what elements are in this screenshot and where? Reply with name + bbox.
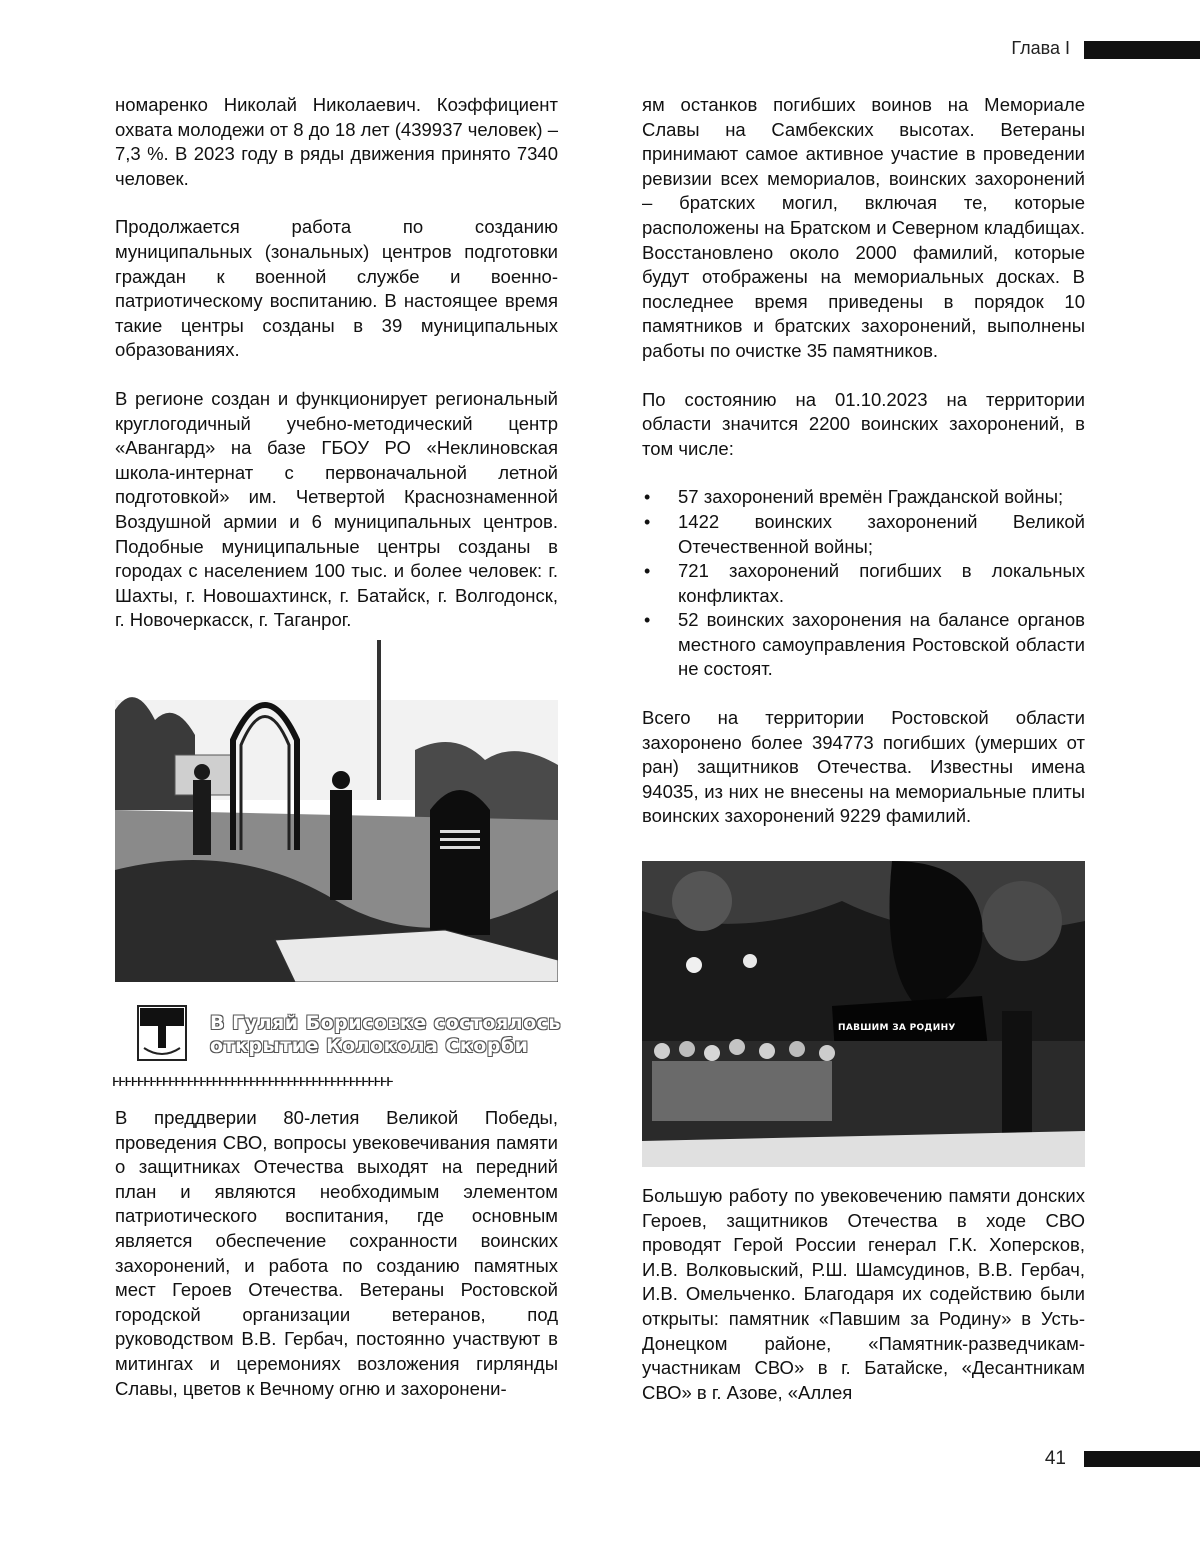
footer-bar [1084, 1451, 1200, 1467]
right-paragraph-2: По состоянию на 01.10.2023 на территории области значится 2200 воинских захоронений, в том числе: [642, 388, 1085, 459]
left-paragraph-2: Продолжается работа по созданию муниципальных (зональных) центров подготовки граждан к военной службе и военно-патриотическому воспитанию. В настоящее время такие центры созданы в 39 муниципальных образованиях. [115, 216, 558, 361]
memorial-photo-left-graphic [115, 640, 558, 982]
list-item [642, 559, 1085, 608]
bullet-icon: • [644, 511, 651, 532]
left-column-bottom [115, 1106, 558, 1401]
list-item-text: 52 воинских захоронения на балансе органов местного самоуправления Ростовской области не состоят. [678, 609, 1085, 680]
right-column-bottom [642, 1184, 1085, 1405]
list-item [642, 608, 1085, 682]
left-paragraph-1: номаренко Николай Николаевич. Коэффициент охвата молодежи от 8 до 18 лет (439937 человек) – 7,3 %. В 2023 году в ряды движения принято 7340 человек. [115, 94, 558, 189]
list-item [642, 510, 1085, 559]
memorial-photo-left [115, 640, 558, 982]
bullet-icon: • [644, 487, 651, 508]
burials-list [642, 485, 1085, 682]
monument-photo-right [642, 861, 1085, 1167]
header-bar [1084, 41, 1200, 59]
chapter-label: Глава I [1011, 38, 1070, 58]
right-column-top [642, 93, 1085, 829]
monument-photo-right-graphic [642, 861, 1085, 1167]
list-item-text: 1422 воинских захоронений Великой Отечественной войны; [678, 510, 1085, 557]
list-item-text: 57 захоронений времён Гражданской войны; [678, 486, 1064, 508]
news-banner [136, 1004, 561, 1064]
list-item-text: 721 захоронений погибших в локальных конфликтах. [678, 560, 1085, 606]
banner-title-line-2: открытие Колокола Скорби [210, 1035, 529, 1057]
left-column-top [115, 93, 558, 633]
list-item [642, 485, 1085, 510]
ornament-divider: ⱶⱶⱶⱶⱶⱶⱶⱶⱶⱶⱶⱶⱶⱶⱶⱶⱶⱶⱶⱶⱶⱶⱶⱶⱶⱶⱶⱶⱶⱶⱶⱶⱶⱶⱶⱶⱶⱶⱶⱶⱶⱶⱶⱶⱶ [112, 1071, 393, 1090]
bullet-icon: • [644, 610, 651, 631]
banner-title [210, 1012, 570, 1058]
right-paragraph-4: Большую работу по увековечению памяти донских Героев, защитников Отечества в ходе СВО проводят Герой России генерал Г.К. Хоперсков, И.В. Волковыский, Р.Ш. Шамсудинов, В.В. Гербач, И.В. Омельченко. Благодаря их содействию были открыты: памятник «Павшим за Родину» в Усть-Донецком районе, «Памятник-разведчикам-участникам СВО» в г. Батайске, «Десантникам СВО» в г. Азове, «Аллея [642, 1185, 1085, 1403]
right-paragraph-1: ям останков погибших воинов на Мемориале Славы на Самбекских высотах. Ветераны принимают самое активное участие в проведении ревизии всех мемориалов, воинских захоронений – братских могил, включая те, которые расположены на Братском и Северном кладбищах. Восстановлено около 2000 фамилий, которые будут отображены на мемориальных досках. В последнее время приведены в порядок 10 памятников и братских захоронений, выполнены работы по очистке 35 памятников. [642, 94, 1085, 361]
left-paragraph-4: В преддверии 80-летия Великой Победы, проведения СВО, вопросы увековечивания памяти о защитниках Отечества выходят на передний план и являются необходимым элементом патриотического воспитания, где основным является обеспечение сохранности воинских захоронений, и работа по созданию памятных мест Героев Отечества. Ветераны Ростовской городской организации ветеранов, под руководством В.В. Гербач, постоянно участвуют в митингах и церемониях возложения гирлянды Славы, цветов к Вечному огню и захоронени- [115, 1107, 558, 1399]
left-paragraph-3: В регионе создан и функционирует региональный круглогодичный учебно-методический центр «Авангард» на базе ГБОУ РО «Неклиновская школа-интернат с первоначальной летной подготовкой» им. Четвертой Краснознаменной Воздушной армии и 6 муниципальных центров. Подобные муниципальные центры созданы в городах с населением 100 тыс. и более человек: г. Шахты, г. Новошахтинск, г. Батайск, г. Волгодонск, г. Новочеркасск, г. Таганрог. [115, 387, 558, 631]
bullet-icon: • [644, 561, 651, 582]
page-number: 41 [1044, 1448, 1066, 1469]
right-paragraph-3: Всего на территории Ростовской области захоронено более 394773 погибших (умерших от ран) защитников Отечества. Известны имена 94035, из них не внесены на мемориальные плиты воинских захоронений 9229 фамилий. [642, 707, 1085, 827]
coat-of-arms-icon [136, 1004, 188, 1062]
monument-inscription: ПАВШИМ ЗА РОДИНУ [838, 1023, 956, 1033]
banner-title-line-1: В Гуляй Борисовке состоялось [210, 1012, 561, 1034]
